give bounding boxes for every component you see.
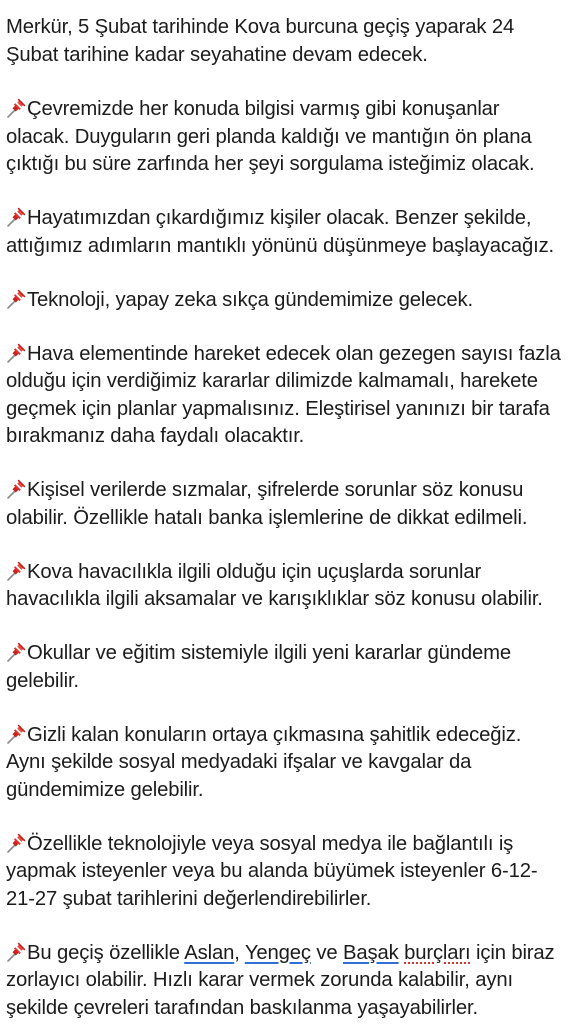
pushpin-icon [6,833,26,853]
bullet-text-end: için biraz zorlayıcı olabilir. Hızlı karar vermek zorunda kalabilir, aynı şekilde çevreleri tarafından baskılanma yaşayabilirler. [6,941,555,1019]
bullet-text: Çevremizde her konuda bilgisi varmış gibi konuşanlar olacak. Duyguların geri planda kaldığı ve mantığın ön plana çıktığı bu süre zarfında her şeyi sorgulama isteğimiz olacak. [6,98,535,175]
bullet-text: Kova havacılıkla ilgili olduğu için uçuşlarda sorunlar havacılıkla ilgili aksamalar ve karışıklıklar söz konusu olabilir. [6,560,543,610]
pushpin-icon [6,207,26,227]
bullet-paragraph-last [6,940,565,1023]
bullet-paragraph [6,722,565,805]
separator: , [234,941,245,964]
intro-paragraph: Merkür, 5 Şubat tarihinde Kova burcuna geçiş yaparak 24 Şubat tarihine kadar seyahatine devam edecek. [6,16,515,66]
bullet-paragraph [6,205,565,260]
pushpin-icon [6,289,26,309]
bullet-paragraph [6,640,565,695]
pushpin-icon [6,642,26,662]
bullet-text: Hava elementinde hareket edecek olan gezegen sayısı fazla olduğu için verdiğimiz kararlar dilimizde kalmamalı, harekete geçmek için planlar yapmalısınız. Eleştirisel yanınızı bir tarafa bırakmanız daha faydalı olacaktır. [6,342,561,447]
bullet-paragraph [6,559,565,614]
pushpin-icon [6,942,26,962]
zodiac-link-aslan[interactable]: Aslan [184,941,235,964]
bullet-text: Teknoloji, yapay zeka sıkça gündemimize gelecek. [27,288,473,311]
spellcheck-word[interactable]: burçları [404,941,471,964]
bullet-paragraph [6,477,565,532]
pushpin-icon [6,724,26,744]
zodiac-link-yengec[interactable]: Yengeç [244,941,311,964]
bullet-text: Kişisel verilerde sızmalar, şifrelerde sorunlar söz konusu olabilir. Özellikle hatalı banka işlemlerine de dikkat edilmeli. [6,479,528,529]
zodiac-link-basak[interactable]: Başak [342,941,399,964]
pushpin-icon [6,561,26,581]
bullet-paragraph [6,287,565,315]
pushpin-icon [6,343,26,363]
bullet-text-start: Bu geçiş özellikle [27,941,185,964]
bullet-text: Hayatımızdan çıkardığımız kişiler olacak. Benzer şekilde, attığımız adımların mantıklı yönünü düşünmeye başlayacağız. [6,207,555,257]
pushpin-icon [6,479,26,499]
bullet-paragraph [6,341,565,451]
bullet-text: Okullar ve eğitim sistemiyle ilgili yeni kararlar gündeme gelebilir. [6,642,512,692]
bullet-text: Özellikle teknolojiyle veya sosyal medya ile bağlantılı iş yapmak isteyenler veya bu alanda büyümek isteyenler 6-12-21-27 şubat tarihlerini değerlendirebilirler. [6,832,538,910]
bullet-text: Gizli kalan konuların ortaya çıkmasına şahitlik edeceğiz. Aynı şekilde sosyal medyadaki ifşalar ve kavgalar da gündemimize gelebilir. [6,723,522,801]
pushpin-icon [6,98,26,118]
bullet-paragraph [6,96,565,179]
separator: ve [310,941,343,964]
bullet-paragraph [6,831,565,914]
